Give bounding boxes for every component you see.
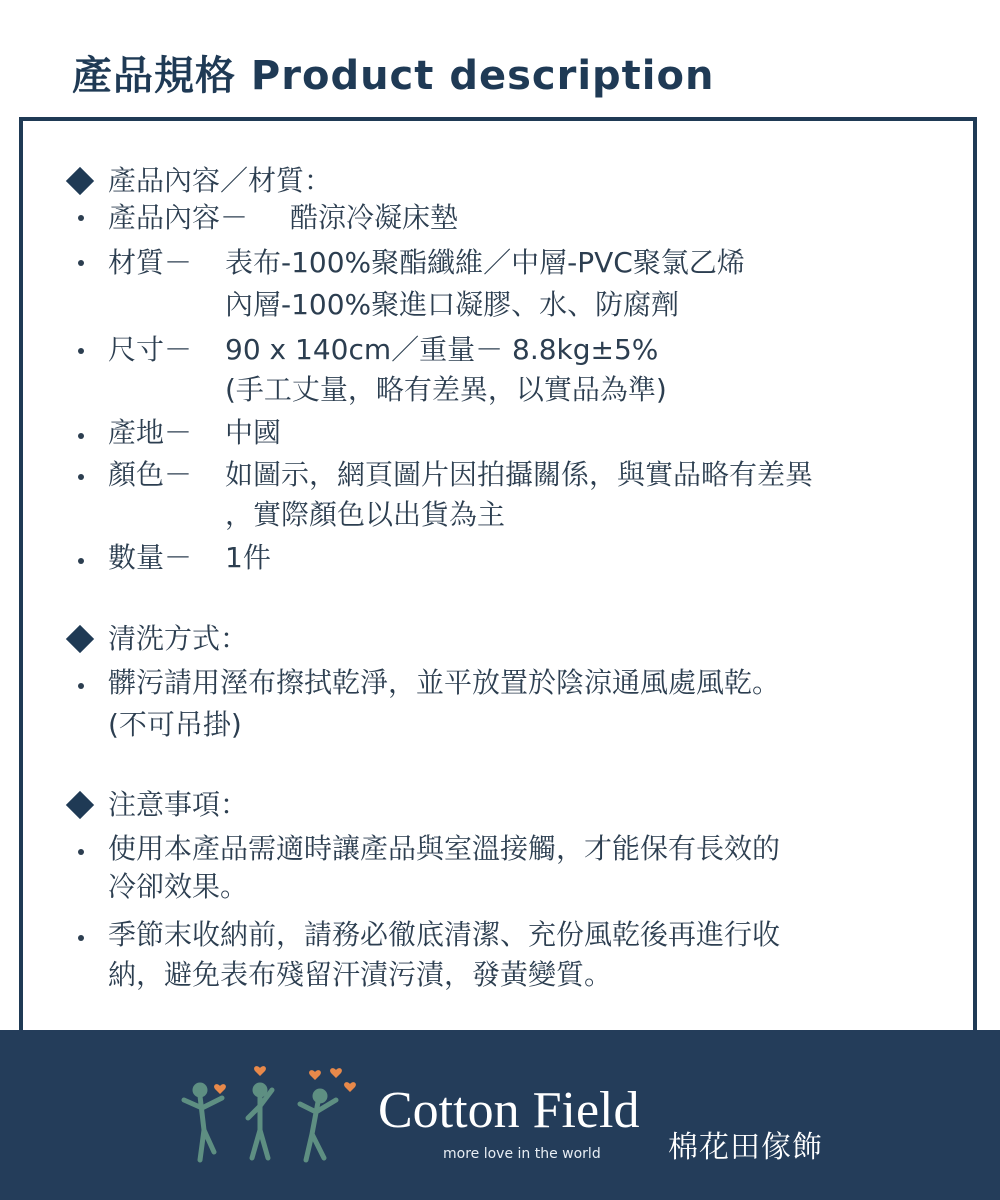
bullet-dot-icon [78,558,84,564]
spec-value-cont: 內層-100%聚進口凝膠、水、防腐劑 [225,288,680,321]
bullet-dot-icon [78,683,84,689]
cotton-field-logo-icon [160,1060,370,1170]
note-text: 季節末收納前，請務必徹底清潔、充份風乾後再進行收 [108,918,781,951]
brand-name: Cotton Field [378,1082,640,1139]
spec-label: 顏色－ [108,458,193,491]
spec-value: 酷涼冷凝床墊 [290,201,459,234]
spec-label: 產品內容－ [108,201,249,234]
bullet-dot-icon [78,935,84,941]
note-text-cont: 冷卻效果。 [108,870,249,903]
bullet-dot-icon [78,474,84,480]
spec-value: 表布-100%聚酯纖維／中層-PVC聚氯乙烯 [225,246,745,279]
spec-value: 1件 [225,541,271,574]
spec-value-cont: (手工丈量，略有差異，以實品為準) [225,373,667,406]
spec-value: 中國 [225,416,282,449]
bullet-dot-icon [78,260,84,266]
washing-text: 髒污請用溼布擦拭乾淨，並平放置於陰涼通風處風乾。 [108,666,781,699]
page-title: 產品規格 Product description [72,53,715,99]
spec-label: 產地－ [108,416,193,449]
section-heading-content: 產品內容／材質： [108,164,333,197]
note-text: 使用本產品需適時讓產品與室溫接觸，才能保有長效的 [108,832,781,865]
bullet-dot-icon [78,849,84,855]
spec-value: 如圖示，網頁圖片因拍攝關係，與實品略有差異 [225,458,814,491]
brand-name-chinese: 棉花田傢飾 [668,1130,823,1165]
section-heading-notes: 注意事項： [108,788,249,821]
brand-tagline: more love in the world [443,1146,601,1162]
spec-label: 材質－ [108,246,193,279]
section-heading-washing: 清洗方式： [108,622,249,655]
bullet-dot-icon [78,348,84,354]
spec-value-cont: ，實際顏色以出貨為主 [225,498,506,531]
bullet-dot-icon [78,433,84,439]
spec-label: 尺寸－ [108,333,193,366]
spec-label: 數量－ [108,541,193,574]
note-text-cont: 納，避免表布殘留汗漬污漬，發黃變質。 [108,958,613,991]
bullet-dot-icon [78,215,84,221]
washing-text-cont: (不可吊掛) [108,708,242,741]
spec-value: 90 x 140cm／重量－ 8.8kg±5% [225,333,659,366]
